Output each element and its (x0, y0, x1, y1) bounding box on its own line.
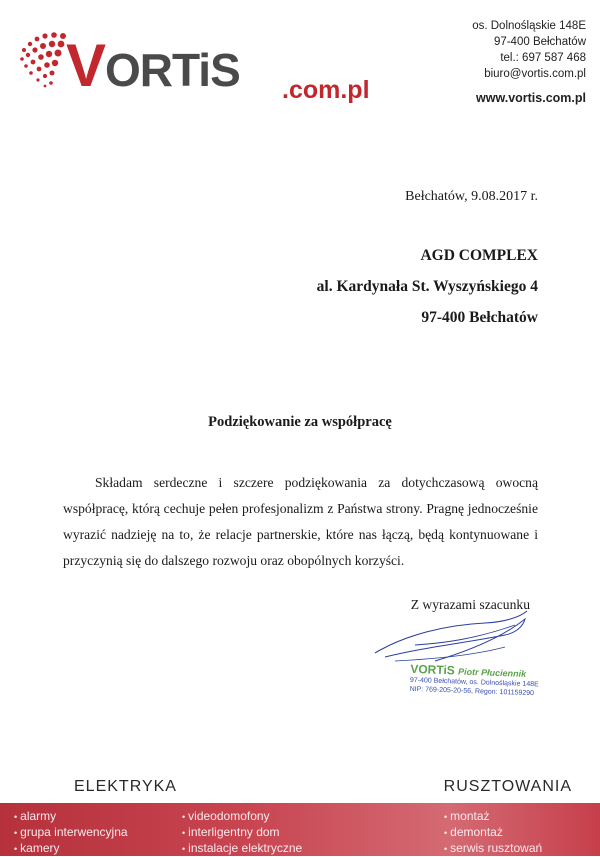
company-address (472, 18, 586, 82)
recipient-name: AGD COMPLEX (420, 247, 538, 264)
service-item: • serwis rusztowań (444, 841, 542, 857)
footer-bar (0, 803, 600, 856)
address-phone: tel.: 697 587 468 (500, 52, 586, 64)
company-stamp (409, 662, 590, 700)
recipient-block (317, 240, 538, 333)
address-email[interactable]: biuro@vortis.com.pl (484, 68, 586, 80)
stamp-owner: Piotr Płuciennik (457, 666, 527, 679)
stamp-ids: NIP: 769-205-20-56, Regon: 101159290 (409, 685, 535, 698)
service-item: • montaż (444, 809, 542, 825)
letter-closing: Z wyrazami szacunku (410, 597, 530, 612)
address-city: 97-400 Bełchatów (493, 36, 586, 48)
service-item: • alarmy (14, 809, 128, 825)
logo-wordmark: VORTiS (66, 32, 240, 99)
service-item: • grupa interwencyjna (14, 825, 128, 841)
letter-body (63, 470, 538, 574)
service-item: • videodomofony (182, 809, 302, 825)
recipient-street: al. Kardynała St. Wyszyńskiego 4 (316, 278, 538, 295)
footer-services-col2 (182, 809, 302, 857)
service-item: • instalacje elektryczne (182, 841, 302, 857)
letter-date: Bełchatów, 9.08.2017 r. (405, 189, 538, 204)
service-item: • demontaż (444, 825, 542, 841)
footer-category-electrical: ELEKTRYKA (74, 778, 177, 795)
footer-services-col3 (444, 809, 542, 857)
body-paragraph: Składam serdeczne i szczere podziękowania za dotychczasową owocną współpracę, którą cechuje pełen profesjonalizm z Państwa strony. Pragnę jednocześnie wyrazić nadzieję na to, że relacje partnerskie, które nas łączą, będą kontynuowane i przyczynią się do dalszego rozwoju oraz obopólnych korzyści. (63, 475, 538, 568)
service-item: • interligentny dom (182, 825, 302, 841)
footer-services-col1 (14, 809, 128, 857)
letter-subject: Podziękowanie za współpracę (208, 414, 392, 430)
address-street: os. Dolnośląskie 148E (472, 20, 586, 32)
footer-category-scaffolding: RUSZTOWANIA (443, 778, 572, 795)
recipient-city: 97-400 Bełchatów (421, 309, 538, 326)
stamp-brand: VORTiS Piotr Płuciennik (410, 661, 527, 679)
company-logo (14, 22, 374, 112)
company-website[interactable]: www.vortis.com.pl (476, 91, 586, 105)
logo-domain: .com.pl (282, 76, 370, 104)
service-item: • kamery (14, 841, 128, 857)
stamp-address: 97-400 Bełchatów, os. Dolnośląskie 148E (409, 676, 539, 689)
